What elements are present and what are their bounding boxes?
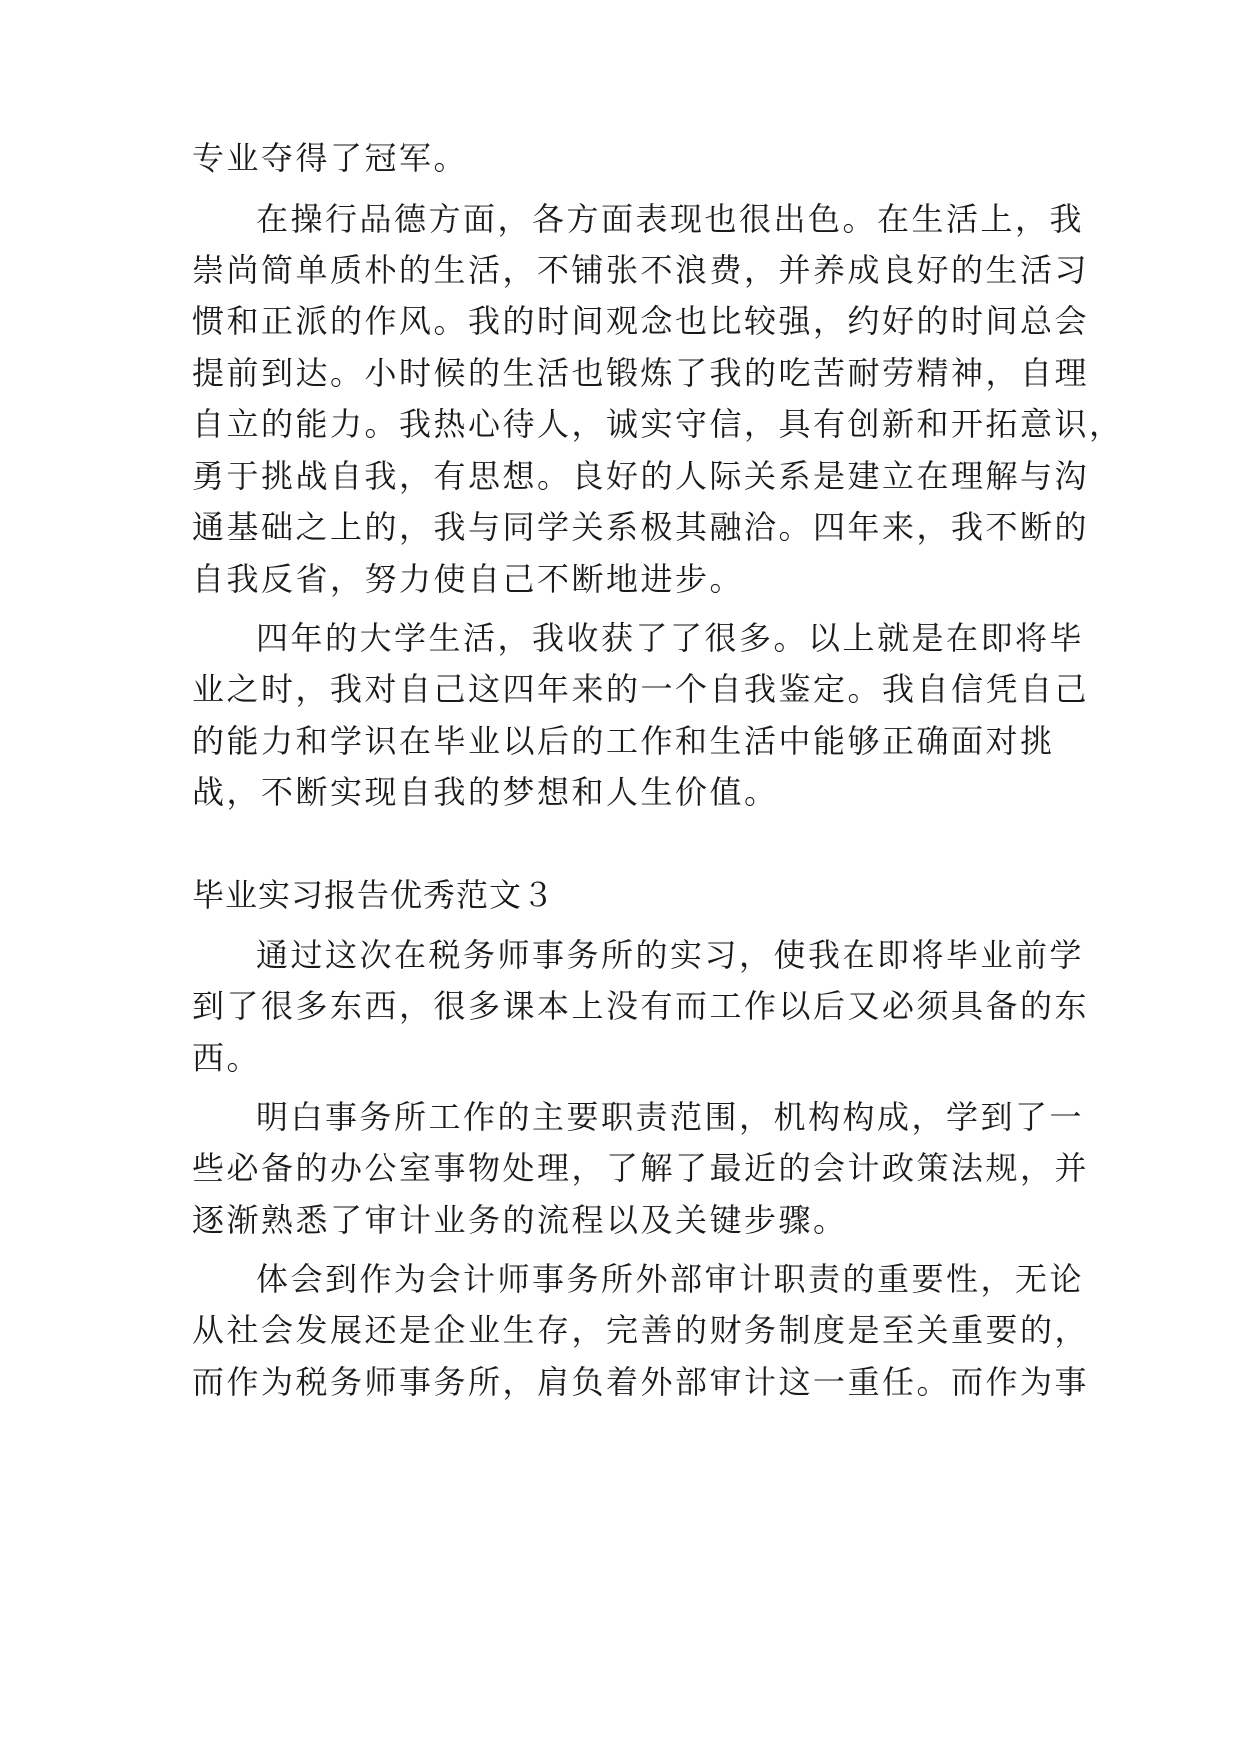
body-text-line: 崇尚简单质朴的生活，不铺张不浪费，并养成良好的生活习 (192, 251, 1090, 289)
body-text-line: 惯和正派的作风。我的时间观念也比较强，约好的时间总会 (192, 302, 1090, 340)
section-heading: 毕业实习报告优秀范文３ (192, 876, 556, 914)
body-text-line: 些必备的办公室事物处理，了解了最近的会计政策法规，并 (192, 1149, 1090, 1187)
body-text-line: 的能力和学识在毕业以后的工作和生活中能够正确面对挑 (192, 722, 1055, 760)
body-text-line: 通过这次在税务师事务所的实习，使我在即将毕业前学 (256, 936, 1085, 974)
body-text-line: 业之时，我对自己这四年来的一个自我鉴定。我自信凭自己 (192, 670, 1090, 708)
body-text-line: 逐渐熟悉了审计业务的流程以及关键步骤。 (192, 1201, 848, 1239)
body-text-line: 从社会发展还是企业生存，完善的财务制度是至关重要的， (192, 1311, 1090, 1349)
body-text-line: 提前到达。小时候的生活也锻炼了我的吃苦耐劳精神，自理 (192, 354, 1090, 392)
body-text-line: 自立的能力。我热心待人，诚实守信，具有创新和开拓意识， (192, 405, 1124, 443)
body-text-line: 西。 (192, 1039, 262, 1077)
body-text-line: 而作为税务师事务所，肩负着外部审计这一重任。而作为事 (192, 1363, 1090, 1401)
body-text-line: 通基础之上的，我与同学关系极其融洽。四年来，我不断的 (192, 508, 1090, 546)
body-text-line: 自我反省，努力使自己不断地进步。 (192, 560, 745, 598)
body-text-line: 战，不断实现自我的梦想和人生价值。 (192, 773, 779, 811)
body-text-line: 在操行品德方面，各方面表现也很出色。在生活上，我 (256, 200, 1085, 238)
body-text-line: 到了很多东西，很多课本上没有而工作以后又必须具备的东 (192, 987, 1090, 1025)
body-text-line: 四年的大学生活，我收获了了很多。以上就是在即将毕 (256, 619, 1085, 657)
body-text-line: 勇于挑战自我，有思想。良好的人际关系是建立在理解与沟 (192, 457, 1090, 495)
body-text-line: 明白事务所工作的主要职责范围，机构构成，学到了一 (256, 1098, 1085, 1136)
body-text-line: 体会到作为会计师事务所外部审计职责的重要性，无论 (256, 1260, 1085, 1298)
body-text-line: 专业夺得了冠军。 (192, 139, 469, 177)
